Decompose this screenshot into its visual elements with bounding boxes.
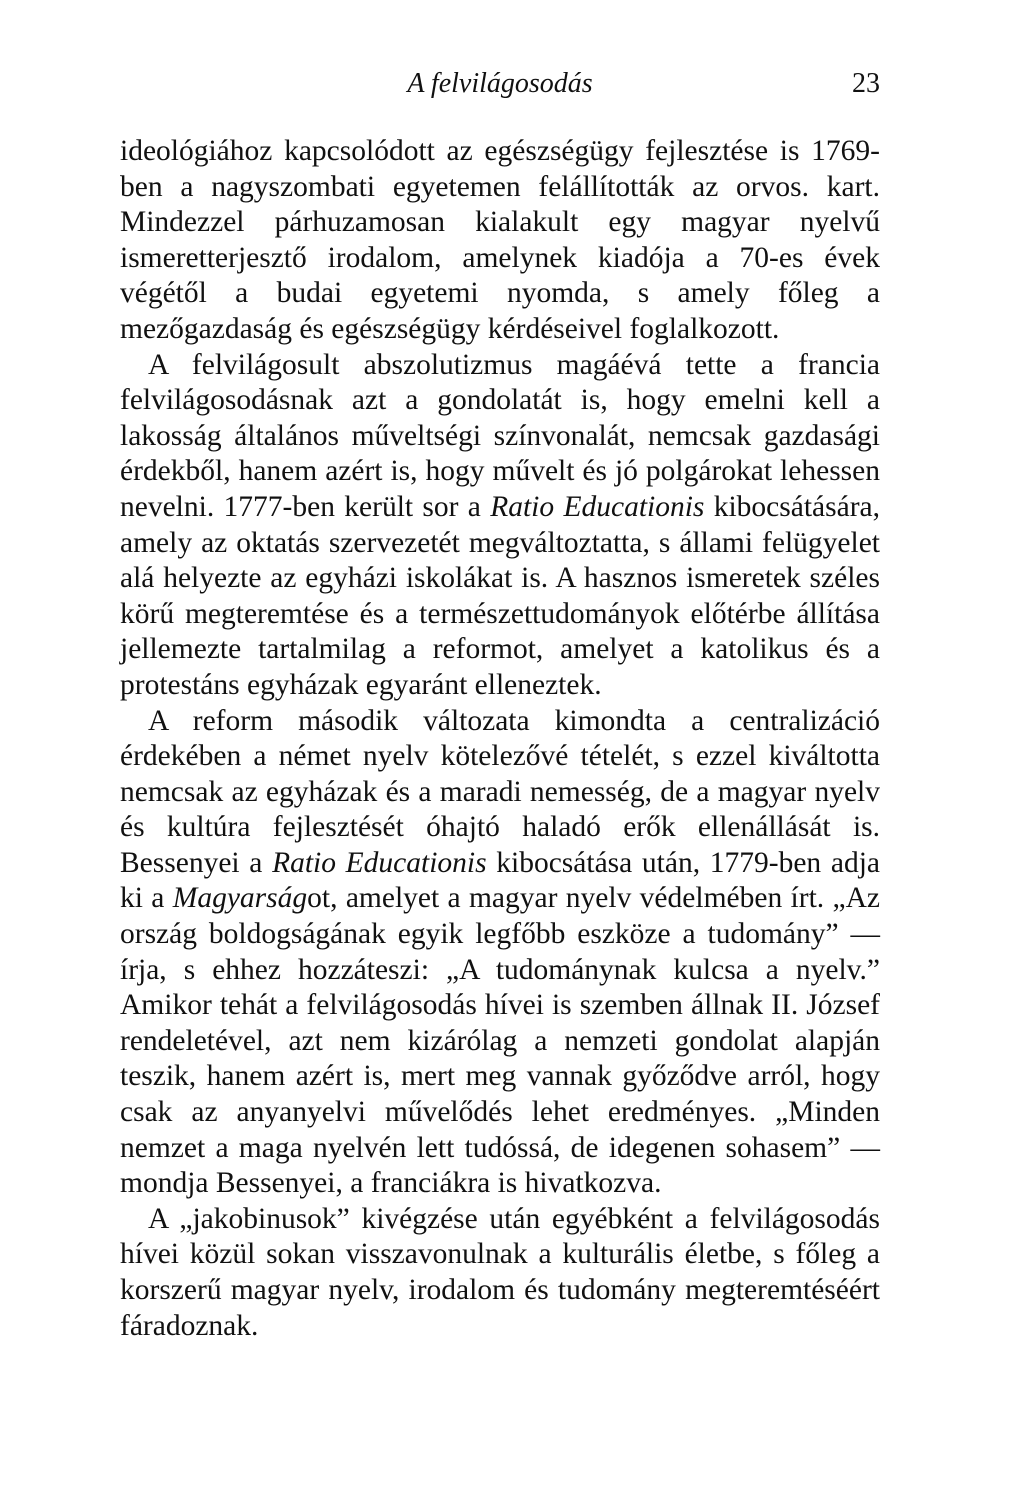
paragraph — [120, 1202, 880, 1344]
text-segment: ot, amelyet a magyar nyelv védelmében írt. „Az ország boldogságának egyik legfőbb eszköze a tudomány” — írja, s ehhez hozzáteszi: „A tudománynak kulcsa a nyelv.” Amikor tehát a felvilágosodás hívei is szemben állnak II. József rendeletével, azt nem kizárólag a nemzeti gondolat alapján teszik, hanem azért is, mert meg vannak győződve arról, hogy csak az anyanyelvi művelődés lehet eredményes. „Minden nemzet a maga nyelvén lett tudóssá, de idegenen sohasem” — mondja Bessenyei, a franciákra is hivatkozva. — [120, 882, 880, 1200]
paragraph — [120, 134, 880, 348]
italic-title: Ratio Educationis — [272, 846, 487, 879]
italic-title: Ratio Educationis — [490, 490, 705, 523]
text-segment: kibocsátására, amely az oktatás szervezetét megváltoztatta, s állami felügyelet alá helyezte az egyházi iskolákat is. A hasznos ismeretek széles körű megteremtése és a természettudományok előtérbe állítása jellemezte tartalmilag a reformot, amelyet a katolikus és a protestáns egyházak egyaránt elleneztek. — [120, 490, 880, 701]
text-segment: ideológiához kapcsolódott az egészségügy fejlesztése is 1769-ben a nagyszombati egyetemen felállították az orvos. kart. Mindezzel párhuzamosan kialakult egy magyar nyelvű ismeretterjesztő irodalom, amelynek kiadója a 70-es évek végétől a budai egyetemi nyomda, s amely főleg a mezőgazdaság és egészségügy kérdéseivel foglalkozott. — [120, 135, 880, 345]
text-segment: A felvilágosult abszolutizmus magáévá tette a francia felvilágosodásnak azt a gondolatát is, hogy emelni kell a lakosság általános műveltségi színvonalát, nemcsak gazdasági érdekből, hanem azért is, hogy művelt és jó polgárokat lehessen nevelni. 1777-ben került sor a — [120, 348, 880, 523]
text-segment: A reform második változata kimondta a centralizáció érdekében a német nyelv kötelezővé tételét, s ezzel kiváltotta nemcsak az egyházak és a maradi nemesség, de a magyar nyelv és kultúra fejlesztését óhajtó haladó erők ellenállását is. Bessenyei a — [120, 704, 880, 879]
page-number: 23 — [852, 68, 880, 99]
text-segment: kibocsátása után, 1779-ben adja ki a — [120, 846, 880, 915]
italic-title: Magyarság — [172, 882, 308, 915]
running-head — [120, 68, 880, 108]
paragraph — [120, 348, 880, 704]
body-text — [120, 134, 880, 1344]
text-segment: A „jakobinusok” kivégzése után egyébként a felvilágosodás hívei közül sokan visszavonulnak a kulturális életbe, s főleg a korszerű magyar nyelv, irodalom és tudomány megteremtéséért fáradoznak. — [120, 1202, 880, 1342]
paragraph — [120, 704, 880, 1202]
running-title: A felvilágosodás — [407, 68, 593, 99]
book-page — [120, 68, 880, 1344]
